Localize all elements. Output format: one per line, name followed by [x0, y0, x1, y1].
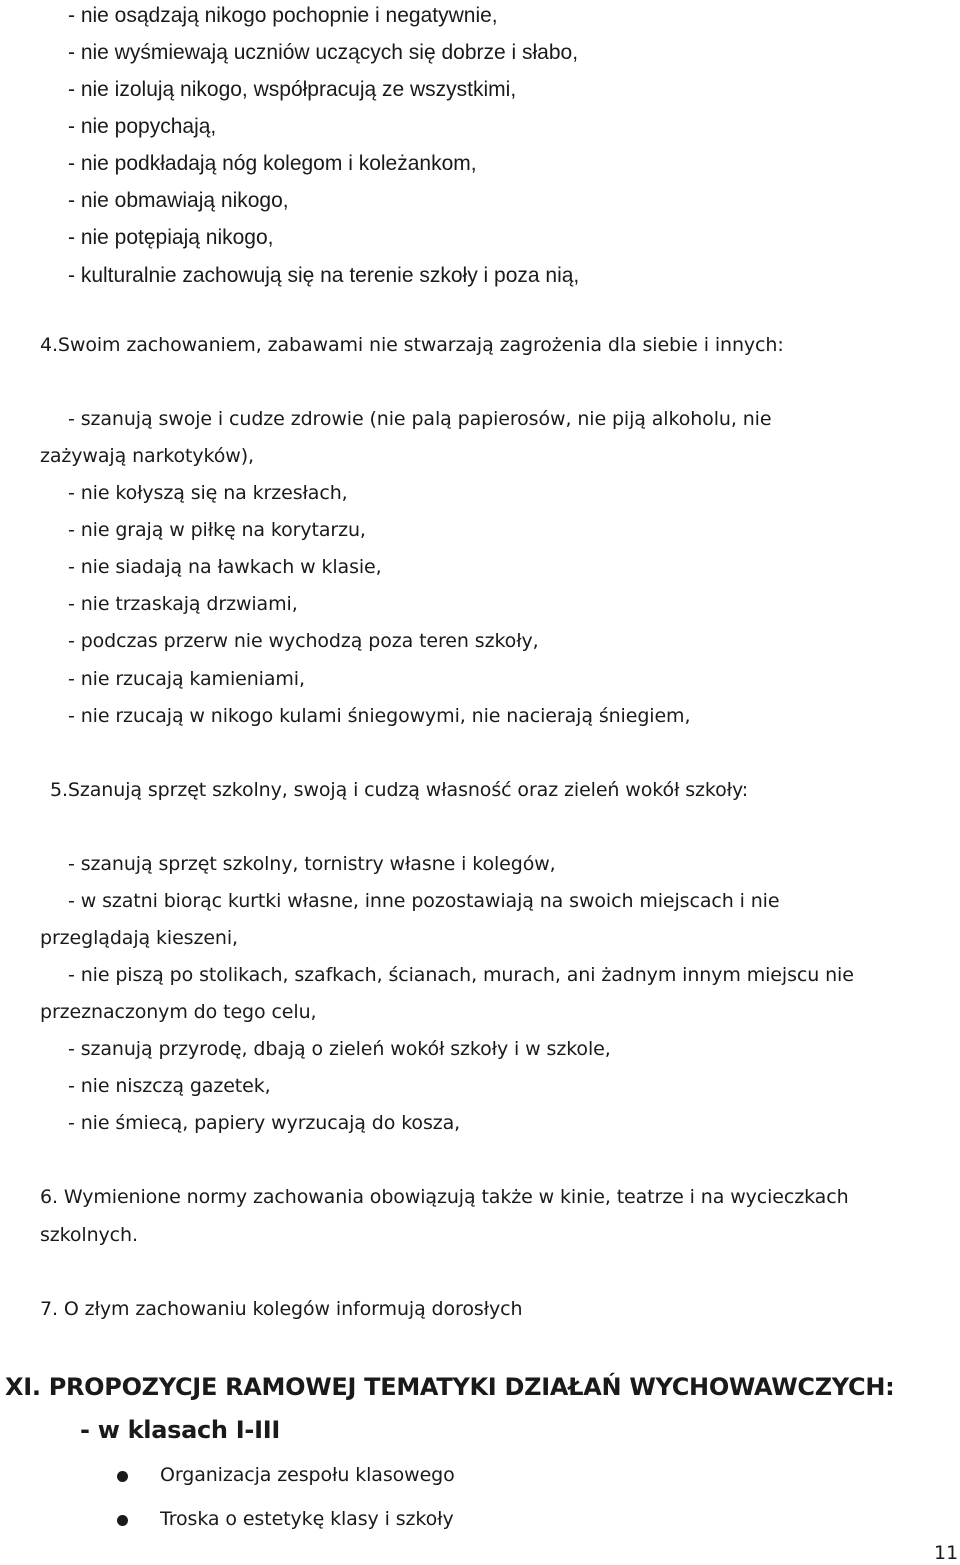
list-item: - nie trzaskają drzwiami, [68, 593, 298, 615]
list-item: - nie niszczą gazetek, [68, 1075, 271, 1097]
list-item: - szanują swoje i cudze zdrowie (nie palą papierosów, nie piją alkoholu, nie [68, 408, 772, 430]
list-item: - nie osądzają nikogo pochopnie i negatywnie, [68, 4, 498, 27]
list-item: - nie grają w piłkę na korytarzu, [68, 519, 366, 541]
list-item: - nie podkładają nóg kolegom i koleżankom, [68, 152, 477, 175]
chapter-subtitle: - w klasach I-III [80, 1416, 280, 1444]
list-item: Troska o estetykę klasy i szkoły [160, 1508, 454, 1530]
list-item: - kulturalnie zachowują się na terenie szkoły i poza nią, [68, 264, 580, 287]
list-item: - podczas przerw nie wychodzą poza teren szkoły, [68, 630, 539, 652]
section-7: 7. O złym zachowaniu kolegów informują dorosłych [40, 1298, 523, 1320]
list-item: zażywają narkotyków), [40, 445, 254, 467]
list-item: - nie popychają, [68, 115, 217, 138]
list-item: - nie rzucają kamieniami, [68, 668, 305, 690]
list-item: przeglądają kieszeni, [40, 927, 238, 949]
list-item: - nie siadają na ławkach w klasie, [68, 556, 382, 578]
section-heading: 4.Swoim zachowaniem, zabawami nie stwarzają zagrożenia dla siebie i innych: [40, 334, 784, 356]
paragraph-line: 6. Wymienione normy zachowania obowiązują także w kinie, teatrze i na wycieczkach [40, 1186, 849, 1208]
bullet-icon [117, 1515, 128, 1526]
list-item: - nie piszą po stolikach, szafkach, ścianach, murach, ani żadnym innym miejscu nie [68, 964, 854, 986]
list-item: - nie śmiecą, papiery wyrzucają do kosza, [68, 1112, 461, 1134]
list-item: - nie rzucają w nikogo kulami śniegowymi, nie nacierają śniegiem, [68, 705, 691, 727]
page-number: 11 [934, 1542, 959, 1564]
list-item: przeznaczonym do tego celu, [40, 1001, 317, 1023]
list-item: Organizacja zespołu klasowego [160, 1464, 455, 1486]
paragraph-line: szkolnych. [40, 1224, 138, 1246]
list-item: - nie wyśmiewają uczniów uczących się dobrze i słabo, [68, 41, 579, 64]
list-item: - nie potępiają nikogo, [68, 226, 274, 249]
list-item: - nie izolują nikogo, współpracują ze wszystkimi, [68, 78, 517, 101]
list-item: - szanują przyrodę, dbają o zieleń wokół szkoły i w szkole, [68, 1038, 611, 1060]
list-item: - w szatni biorąc kurtki własne, inne pozostawiają na swoich miejscach i nie [68, 890, 780, 912]
list-item: - nie kołyszą się na krzesłach, [68, 482, 348, 504]
list-item: - nie obmawiają nikogo, [68, 189, 289, 212]
section-heading: 5.Szanują sprzęt szkolny, swoją i cudzą własność oraz zieleń wokół szkoły: [50, 779, 749, 801]
bullet-icon [117, 1471, 128, 1482]
chapter-title: XI. PROPOZYCJE RAMOWEJ TEMATYKI DZIAŁAŃ WYCHOWAWCZYCH: [5, 1373, 895, 1401]
list-item: - szanują sprzęt szkolny, tornistry własne i kolegów, [68, 853, 556, 875]
